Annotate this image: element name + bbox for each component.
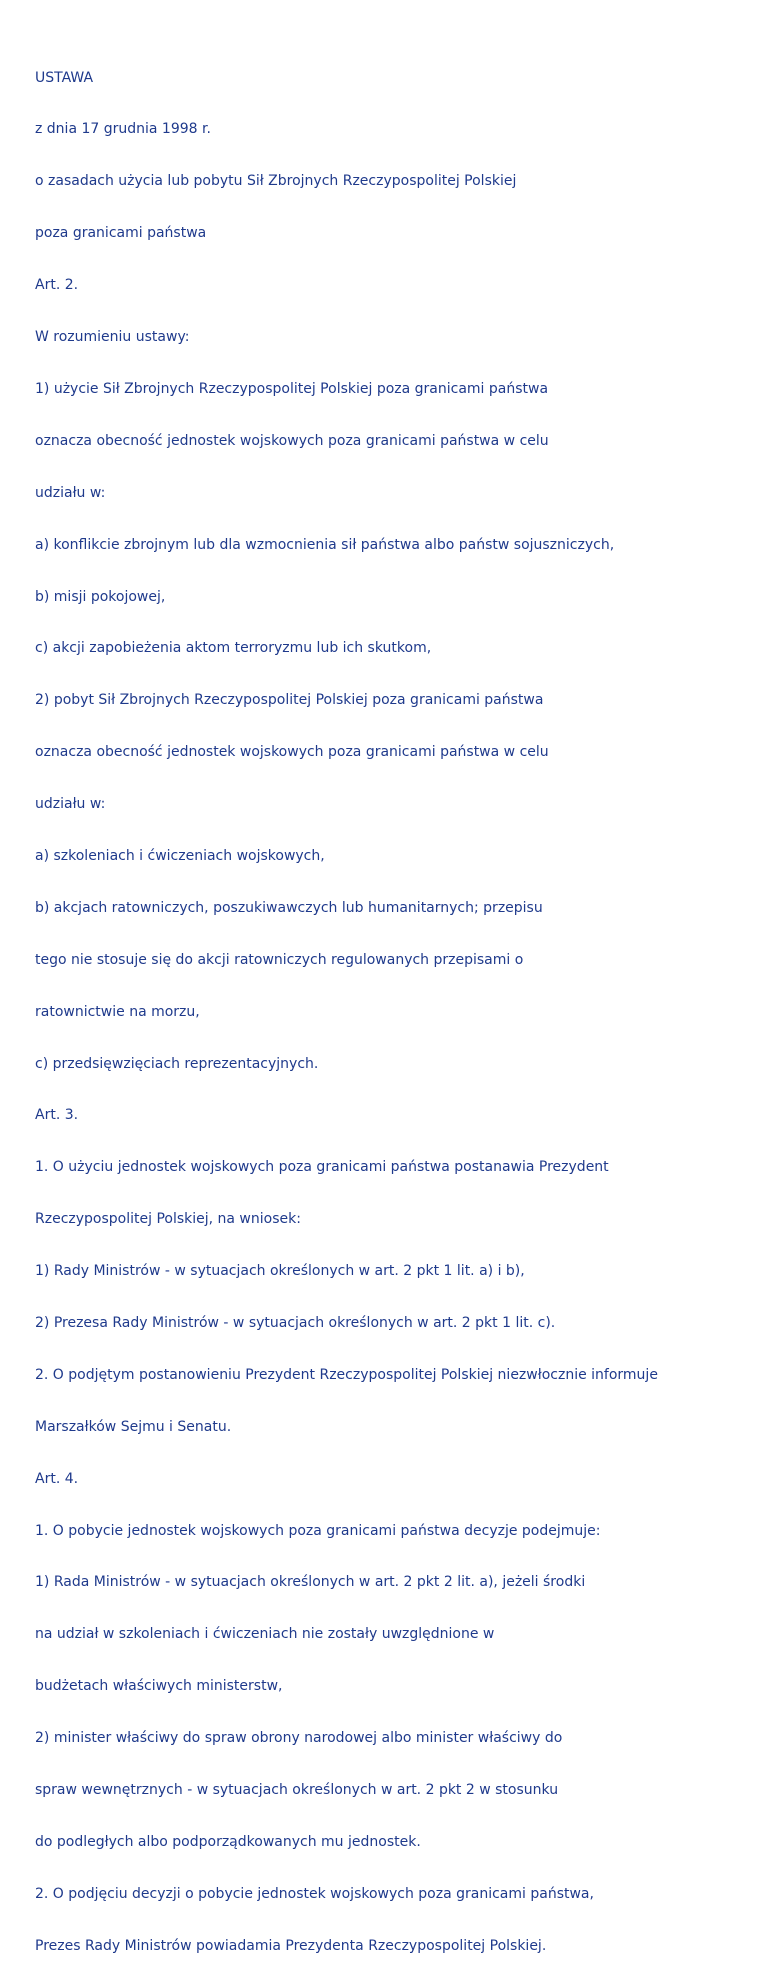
text-line: Rzeczypospolitej Polskiej, na wniosek: xyxy=(35,1211,301,1228)
text-line: Prezes Rady Ministrów powiadamia Prezydenta Rzeczypospolitej Polskiej. xyxy=(35,1937,547,1954)
text-line: na udział w szkoleniach i ćwiczeniach nie zostały uwzględnione w xyxy=(35,1626,495,1643)
text-line: a) konflikcie zbrojnym lub dla wzmocnienia sił państwa albo państw sojuszniczych, xyxy=(35,536,615,553)
text-line: 2. O podjętym postanowieniu Prezydent Rzeczypospolitej Polskiej niezwłocznie informuje xyxy=(35,1366,658,1383)
article-heading: Art. 2. xyxy=(35,277,79,294)
text-line: ratownictwie na morzu, xyxy=(35,1003,200,1020)
text-line: 2. O podjęciu decyzji o pobycie jednostek wojskowych poza granicami państwa, xyxy=(35,1885,594,1902)
text-line: oznacza obecność jednostek wojskowych poza granicami państwa w celu xyxy=(35,432,549,449)
text-line: 2) Prezesa Rady Ministrów - w sytuacjach określonych w art. 2 pkt 1 lit. c). xyxy=(35,1314,556,1331)
text-line: spraw wewnętrznych - w sytuacjach określonych w art. 2 pkt 2 w stosunku xyxy=(35,1781,559,1798)
text-line: a) szkoleniach i ćwiczeniach wojskowych, xyxy=(35,847,325,864)
text-line: udziału w: xyxy=(35,796,106,813)
document-body xyxy=(35,35,735,1968)
doc-date: z dnia 17 grudnia 1998 r. xyxy=(35,121,211,138)
text-line: 1) Rady Ministrów - w sytuacjach określonych w art. 2 pkt 1 lit. a) i b), xyxy=(35,1263,525,1280)
text-line: budżetach właściwych ministerstw, xyxy=(35,1678,283,1695)
text-line: b) misji pokojowej, xyxy=(35,588,166,605)
text-line: 1. O użyciu jednostek wojskowych poza granicami państwa postanawia Prezydent xyxy=(35,1159,609,1176)
text-line: c) akcji zapobieżenia aktom terroryzmu lub ich skutkom, xyxy=(35,640,432,657)
text-line: c) przedsięwzięciach reprezentacyjnych. xyxy=(35,1055,319,1072)
text-line: do podległych albo podporządkowanych mu jednostek. xyxy=(35,1833,421,1850)
doc-title: USTAWA xyxy=(35,69,94,86)
doc-subject-line: o zasadach użycia lub pobytu Sił Zbrojnych Rzeczypospolitej Polskiej xyxy=(35,173,517,190)
text-line: oznacza obecność jednostek wojskowych poza granicami państwa w celu xyxy=(35,744,549,761)
article-heading: Art. 4. xyxy=(35,1470,79,1487)
text-line: 2) minister właściwy do spraw obrony narodowej albo minister właściwy do xyxy=(35,1730,563,1747)
text-line: 1. O pobycie jednostek wojskowych poza granicami państwa decyzje podejmuje: xyxy=(35,1522,601,1539)
article-heading: Art. 3. xyxy=(35,1107,79,1124)
text-line: udziału w: xyxy=(35,484,106,501)
text-line: W rozumieniu ustawy: xyxy=(35,329,190,346)
text-line: b) akcjach ratowniczych, poszukiwawczych lub humanitarnych; przepisu xyxy=(35,899,543,916)
doc-subject-line: poza granicami państwa xyxy=(35,225,207,242)
text-line: Marszałków Sejmu i Senatu. xyxy=(35,1418,232,1435)
text-line: 2) pobyt Sił Zbrojnych Rzeczypospolitej Polskiej poza granicami państwa xyxy=(35,692,544,709)
text-line: tego nie stosuje się do akcji ratowniczych regulowanych przepisami o xyxy=(35,951,524,968)
text-line: 1) użycie Sił Zbrojnych Rzeczypospolitej Polskiej poza granicami państwa xyxy=(35,380,549,397)
text-line: 1) Rada Ministrów - w sytuacjach określonych w art. 2 pkt 2 lit. a), jeżeli środki xyxy=(35,1574,586,1591)
